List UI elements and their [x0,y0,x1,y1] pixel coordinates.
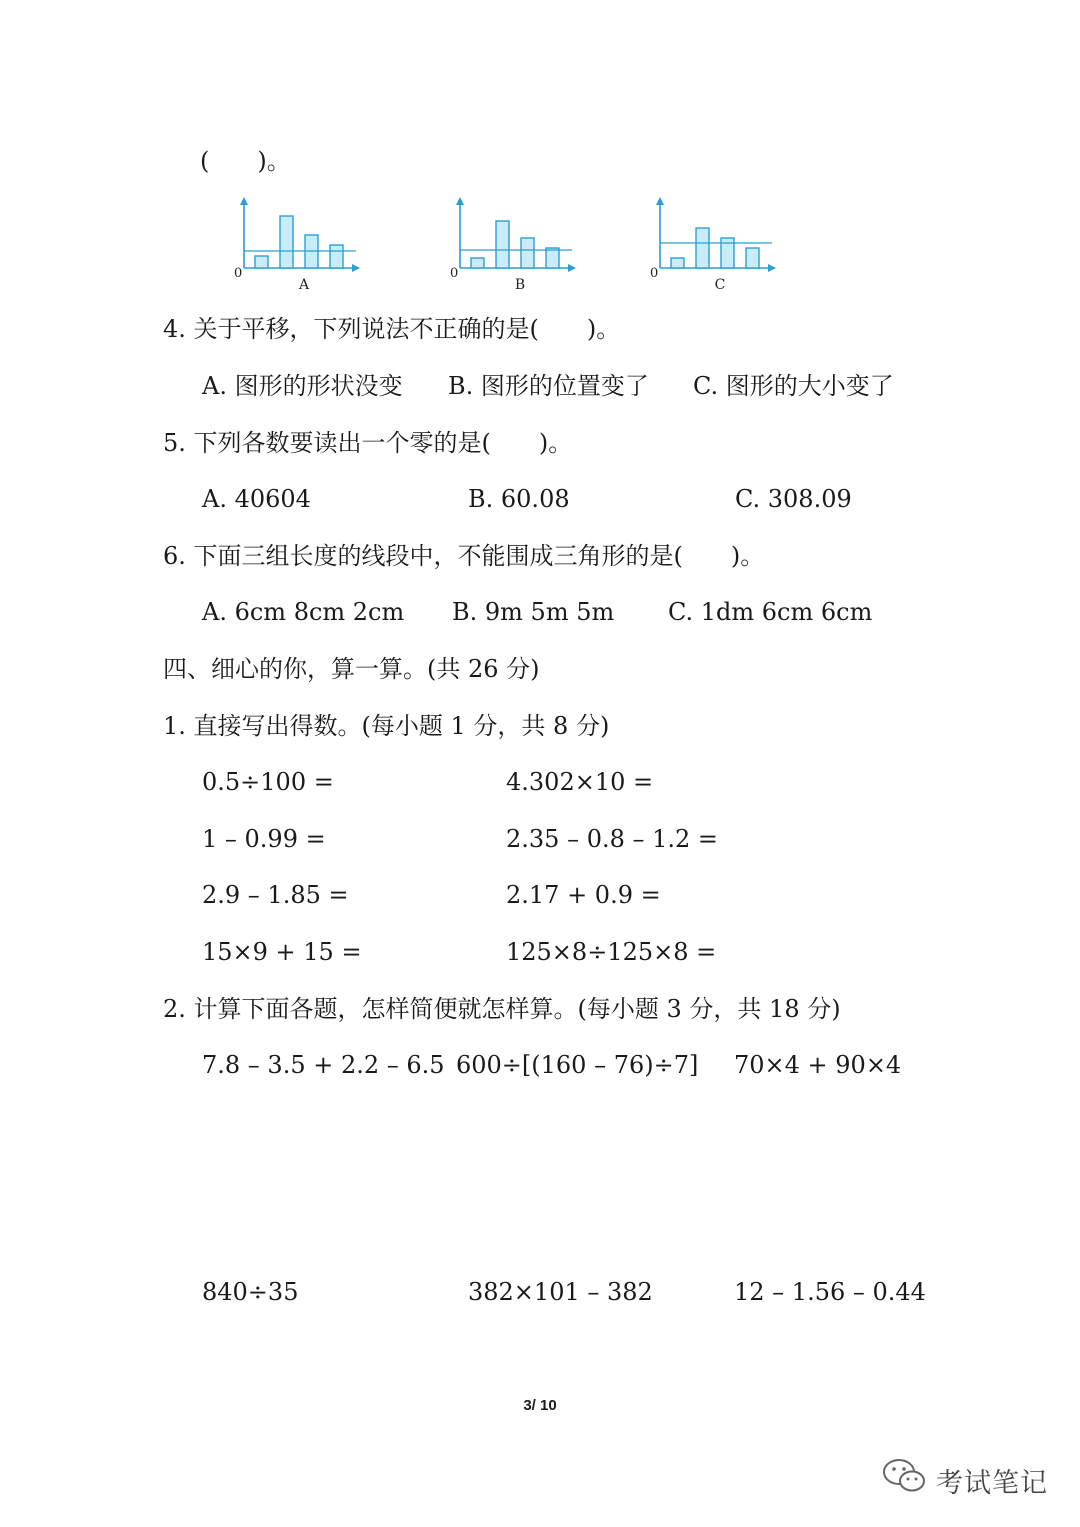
chart-bar [546,248,559,268]
bar-chart-b [444,192,584,292]
chart-bar [521,238,534,268]
calculation-item: 382×101 – 382 [468,1278,653,1306]
part-2-title: 2. 计算下面各题，怎样简便就怎样算。(每小题 3 分，共 18 分) [163,995,841,1023]
origin-label: 0 [234,266,243,281]
y-axis-arrow [456,197,464,205]
mental-math-item: 2.17 + 0.9 = [506,881,661,909]
q6-option-a: A. 6cm 8cm 2cm [202,598,405,626]
q4-option-c: C. 图形的大小变了 [693,372,894,400]
q4-option-a: A. 图形的形状没变 [202,372,403,400]
mental-math-item: 1 – 0.99 = [202,825,326,853]
origin-label: 0 [650,266,659,281]
origin-label: 0 [450,266,459,281]
chart-bar [471,258,484,268]
q4-question: 4. 关于平移，下列说法不正确的是( )。 [163,315,621,343]
q5-option-b: B. 60.08 [468,485,570,513]
chart-bar [496,221,509,268]
chart-bar [255,256,268,268]
x-axis-arrow [768,264,776,272]
y-axis-arrow [240,197,248,205]
mental-math-item: 15×9 + 15 = [202,938,362,966]
y-axis-arrow [656,197,664,205]
q6-option-c: C. 1dm 6cm 6cm [668,598,873,626]
calculation-item: 7.8 – 3.5 + 2.2 – 6.5 [202,1051,445,1079]
q4-option-b: B. 图形的位置变了 [448,372,649,400]
q6-option-b: B. 9m 5m 5m [452,598,615,626]
part-1-title: 1. 直接写出得数。(每小题 1 分，共 8 分) [163,712,610,740]
calculation-item: 70×4 + 90×4 [734,1051,902,1079]
chart-option-label: A [298,277,310,292]
section-4-title: 四、细心的你，算一算。(共 26 分) [163,655,540,683]
x-axis-arrow [568,264,576,272]
chart-bar [746,248,759,268]
page-number: 3/ 10 [523,1397,557,1414]
mental-math-item: 125×8÷125×8 = [506,938,717,966]
chart-bar [671,258,684,268]
calculation-item: 600÷[(160 – 76)÷7] [456,1051,699,1079]
mental-math-item: 2.9 – 1.85 = [202,881,349,909]
chart-bar [696,228,709,268]
mental-math-item: 4.302×10 = [506,768,654,796]
chart-bar [330,245,343,268]
bar-chart-a [228,192,368,292]
wechat-icon [880,1456,930,1496]
x-axis-arrow [352,264,360,272]
q6-question: 6. 下面三组长度的线段中，不能围成三角形的是( )。 [163,542,765,570]
chart-bar [280,216,293,268]
mental-math-item: 2.35 – 0.8 – 1.2 = [506,825,719,853]
calculation-item: 840÷35 [202,1278,299,1306]
q5-option-c: C. 308.09 [735,485,852,513]
mental-math-item: 0.5÷100 = [202,768,334,796]
q5-option-a: A. 40604 [202,485,311,513]
bar-chart-c [644,192,784,292]
chart-option-label: C [714,277,726,292]
chart-option-label: B [514,277,526,292]
calculation-item: 12 – 1.56 – 0.44 [734,1278,926,1306]
watermark-text: 考试笔记 [936,1468,1048,1499]
q3-answer-blank: ( )。 [200,147,291,175]
q5-question: 5. 下列各数要读出一个零的是( )。 [163,429,573,457]
